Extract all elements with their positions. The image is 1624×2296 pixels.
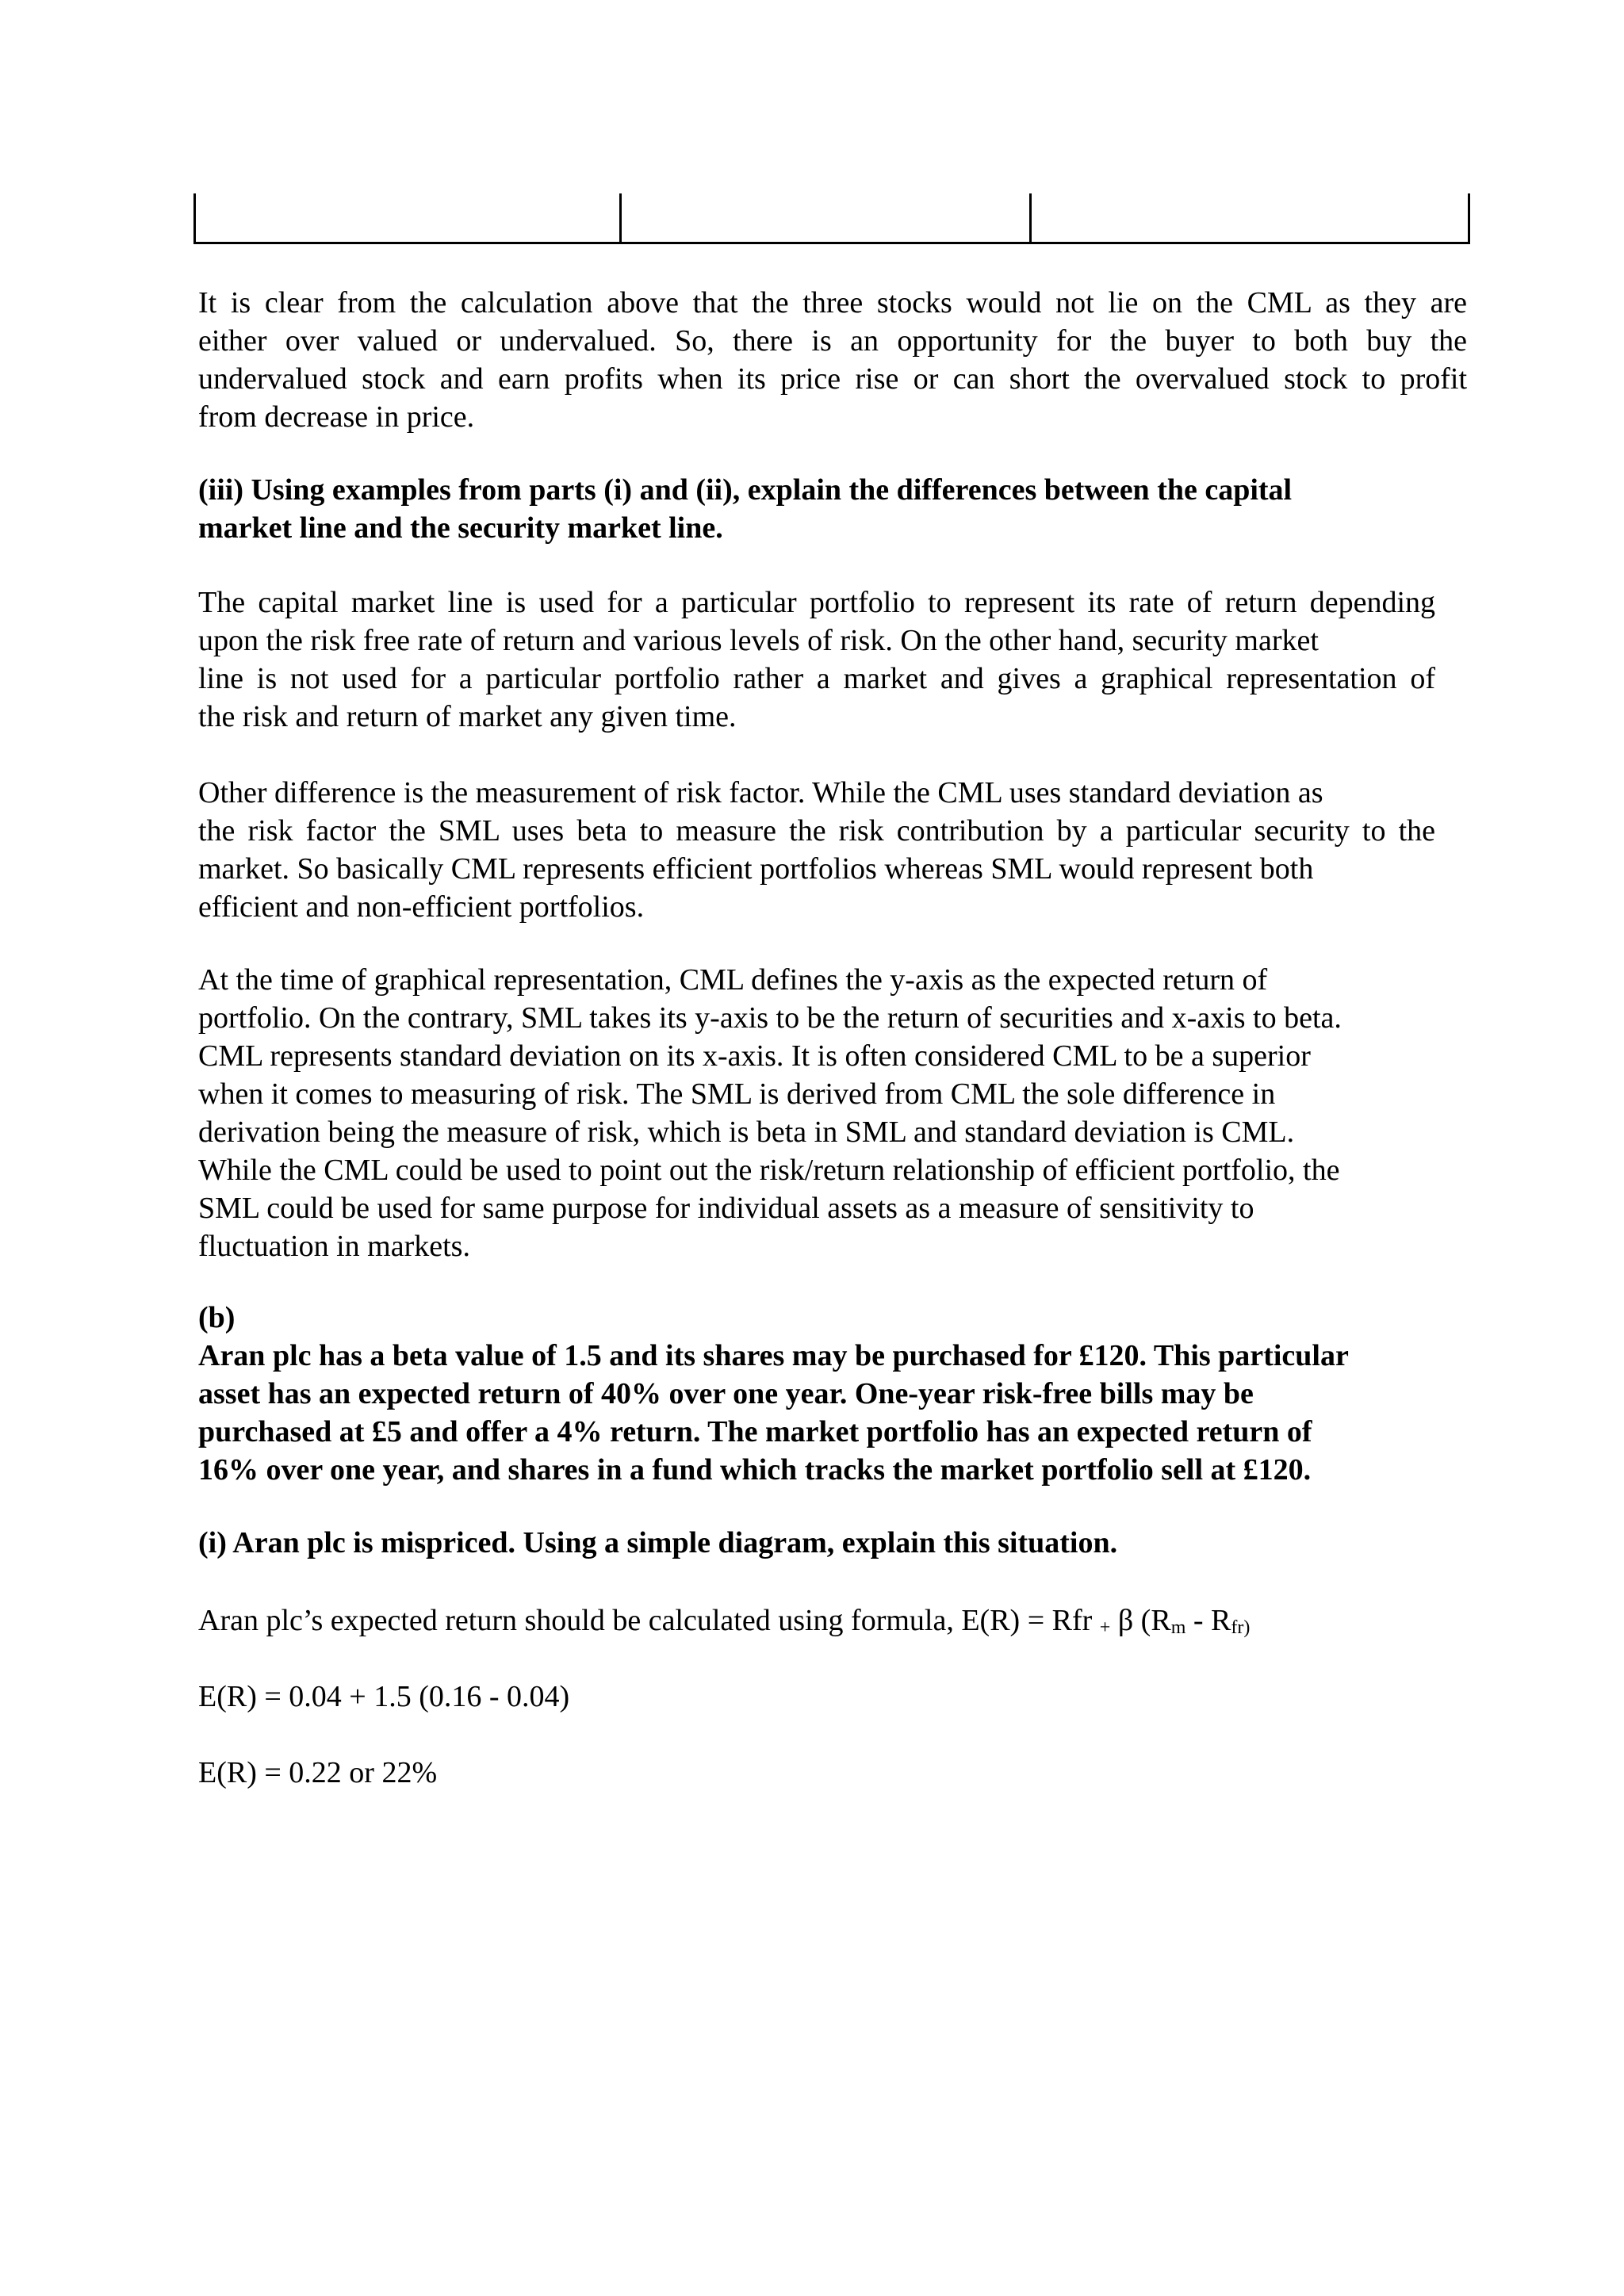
calculation-line-1 <box>198 1678 1467 1716</box>
text-line: line is not used for a particular portfolio rather a market and gives a graphical representation of <box>198 662 1435 695</box>
text-line: the risk factor the SML uses beta to measure the risk contribution by a particular security to the <box>198 814 1435 848</box>
text-line: At the time of graphical representation, CML defines the y-axis as the expected return of <box>198 963 1268 997</box>
heading-line: market line and the security market line. <box>198 511 723 545</box>
calculation-text: E(R) = 0.22 or 22% <box>198 1756 438 1789</box>
heading-line: (iii) Using examples from parts (i) and (ii), explain the differences between the capital <box>198 473 1293 507</box>
heading-part-iii <box>198 471 1467 547</box>
table-column-divider <box>1029 193 1032 242</box>
heading-line: (b) <box>198 1301 236 1334</box>
calculation-text: E(R) = 0.04 + 1.5 (0.16 - 0.04) <box>198 1680 570 1713</box>
table-column-divider <box>619 193 622 242</box>
text-line: derivation being the measure of risk, which is beta in SML and standard deviation is CML. <box>198 1115 1295 1149</box>
text-line: It is clear from the calculation above that the three stocks would not lie on the CML as they are <box>198 286 1467 320</box>
text-line: the risk and return of market any given time. <box>198 700 737 733</box>
formula-fr-subscript: fr) <box>1231 1617 1251 1638</box>
question-line: Aran plc has a beta value of 1.5 and its shares may be purchased for £120. This particular <box>198 1339 1349 1372</box>
text-line: portfolio. On the contrary, SML takes its y-axis to be the return of securities and x-axis to beta. <box>198 1001 1342 1035</box>
text-line: when it comes to measuring of risk. The SML is derived from CML the sole difference in <box>198 1077 1276 1111</box>
table-bottom-edge <box>193 193 1470 244</box>
question-line: purchased at £5 and offer a 4% return. The market portfolio has an expected return of <box>198 1415 1312 1448</box>
question-line: asset has an expected return of 40% over one year. One-year risk-free bills may be <box>198 1377 1254 1410</box>
text-line: CML represents standard deviation on its x-axis. It is often considered CML to be a superior <box>198 1039 1311 1073</box>
formula-plus: + <box>1099 1617 1111 1638</box>
formula-text <box>198 1601 1467 1640</box>
heading-part-b <box>198 1299 1467 1337</box>
formula-beta: β (R <box>1117 1604 1171 1637</box>
formula-m-subscript: m <box>1170 1617 1186 1638</box>
calculation-line-2 <box>198 1754 1467 1792</box>
text-line: undervalued stock and earn profits when its price rise or can short the overvalued stock to profit <box>198 362 1467 396</box>
paragraph-risk-factor <box>198 774 1467 926</box>
formula-minus: - R <box>1193 1604 1231 1637</box>
question-part-b <box>198 1337 1467 1489</box>
paragraph-stocks-cml <box>198 284 1467 436</box>
text-line: While the CML could be used to point out the risk/return relationship of efficient portfolio, the <box>198 1154 1340 1187</box>
text-line: from decrease in price. <box>198 400 475 434</box>
text-line: either over valued or undervalued. So, there is an opportunity for the buyer to both buy the <box>198 324 1467 358</box>
text-line: Other difference is the measurement of risk factor. While the CML uses standard deviation as <box>198 776 1323 809</box>
formula-line <box>198 1601 1467 1640</box>
heading-line: (i) Aran plc is mispriced. Using a simple diagram, explain this situation. <box>198 1526 1118 1559</box>
paragraph-cml-definition <box>198 584 1467 736</box>
text-line: SML could be used for same purpose for individual assets as a measure of sensitivity to <box>198 1192 1254 1225</box>
paragraph-graphical-representation <box>198 961 1467 1265</box>
formula-intro: Aran plc’s expected return should be calculated using formula, E(R) = Rfr <box>198 1604 1093 1637</box>
text-line: fluctuation in markets. <box>198 1230 470 1263</box>
text-line: market. So basically CML represents efficient portfolios whereas SML would represent both <box>198 852 1314 886</box>
text-line: The capital market line is used for a particular portfolio to represent its rate of return depending <box>198 586 1435 619</box>
text-line: upon the risk free rate of return and various levels of risk. On the other hand, security market <box>198 624 1319 657</box>
heading-part-b-i <box>198 1524 1467 1562</box>
text-line: efficient and non-efficient portfolios. <box>198 890 645 924</box>
question-line: 16% over one year, and shares in a fund which tracks the market portfolio sell at £120. <box>198 1453 1312 1487</box>
